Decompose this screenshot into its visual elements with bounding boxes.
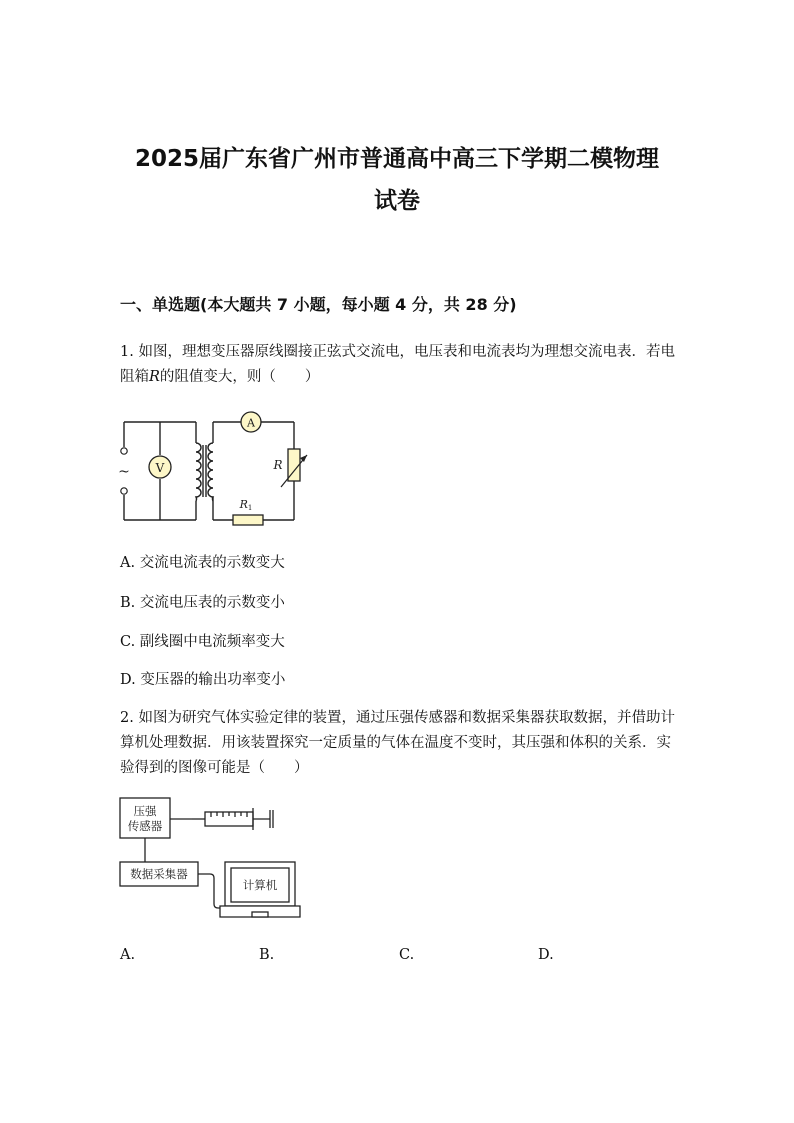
ac-terminal-top — [121, 448, 127, 454]
q1-text-part2: 的阻值变大，则（ ） — [159, 369, 320, 385]
q2-choice-d: D. — [538, 947, 554, 963]
question-2-stem: 2. 如图为研究气体实验定律的装置，通过压强传感器和数据采集器获取数据，并借助计算机处理数据．用该装置探究一定质量的气体在温度不变时，其压强和体积的关系．实验得到的图像可能是（ ） — [120, 710, 675, 776]
q2-choice-a: A. — [120, 947, 136, 963]
q1-option-c: C. 副线圈中电流频率变大 — [120, 634, 285, 650]
computer-label: 计算机 — [242, 878, 278, 892]
q1-text-part1: 1. 如图，理想变压器原线圈接正弦式交流电，电压表和电流表均为理想交流电表．若电阻箱 — [120, 344, 675, 385]
sensor-label-line2: 传感器 — [127, 819, 163, 833]
q2-choice-c: C. — [399, 947, 415, 963]
collector-label: 数据采集器 — [130, 867, 188, 881]
ac-terminal-bottom — [121, 488, 127, 494]
ammeter-label: A — [247, 416, 255, 430]
transformer-circuit-diagram — [110, 405, 310, 530]
doc-title-line1: 2025届广东省广州市普通高中高三下学期二模物理 — [134, 146, 659, 172]
question-1-stem — [120, 340, 680, 390]
rheostat-label: R — [273, 458, 283, 472]
q1-option-b: B. 交流电压表的示数变小 — [120, 595, 285, 611]
voltmeter-label: V — [155, 461, 165, 475]
section-heading: 一、单选题(本大题共 7 小题，每小题 4 分，共 28 分) — [120, 295, 517, 314]
q1-var-r: R — [149, 369, 160, 385]
resistor-r1-label: R1 — [239, 498, 253, 512]
resistor-r1 — [233, 515, 263, 525]
ac-source-symbol: ~ — [118, 464, 130, 480]
q1-option-d: D. 变压器的输出功率变小 — [120, 672, 286, 688]
q1-option-a: A. 交流电流表的示数变大 — [120, 555, 285, 571]
doc-title-line2: 试卷 — [374, 188, 420, 214]
gas-law-apparatus-diagram — [110, 792, 310, 922]
q2-choice-b: B. — [259, 947, 275, 963]
sensor-label-line1: 压强 — [133, 804, 157, 818]
